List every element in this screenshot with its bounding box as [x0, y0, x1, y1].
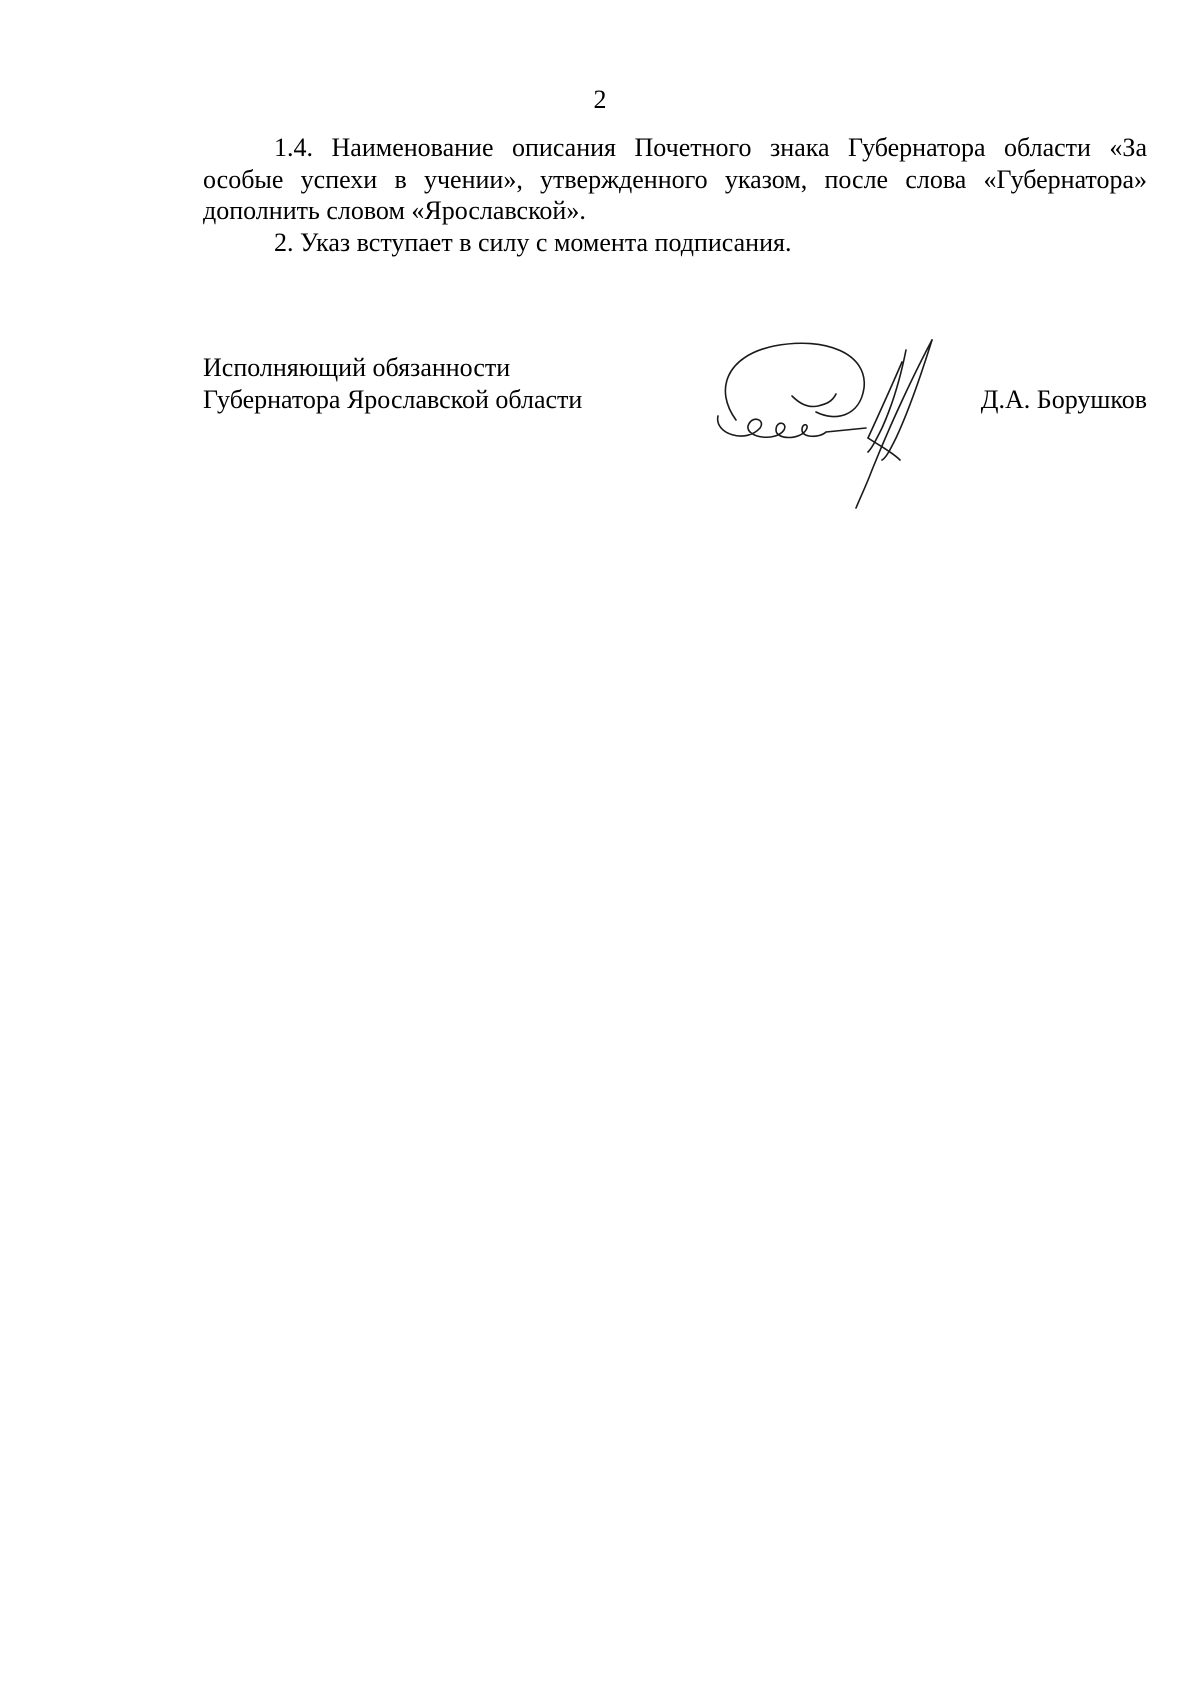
paragraph-1-4: 1.4. Наименование описания Почетного знака Губернатора области «За особые успехи в учении», утвержденного указом, после слова «Губернатора» дополнить словом «Ярославской». [203, 133, 1147, 225]
signer-title [203, 352, 582, 416]
signer-name: Д.А. Борушков [980, 385, 1147, 414]
handwritten-signature [696, 310, 956, 510]
paragraph-2: 2. Указ вступает в силу с момента подписания. [274, 227, 792, 257]
signature-block [203, 352, 1147, 502]
document-body [203, 132, 1147, 258]
signer-title-line-2: Губернатора Ярославской области [203, 385, 583, 414]
page-number: 2 [593, 85, 607, 114]
signer-title-line-1: Исполняющий обязанности [203, 353, 511, 382]
